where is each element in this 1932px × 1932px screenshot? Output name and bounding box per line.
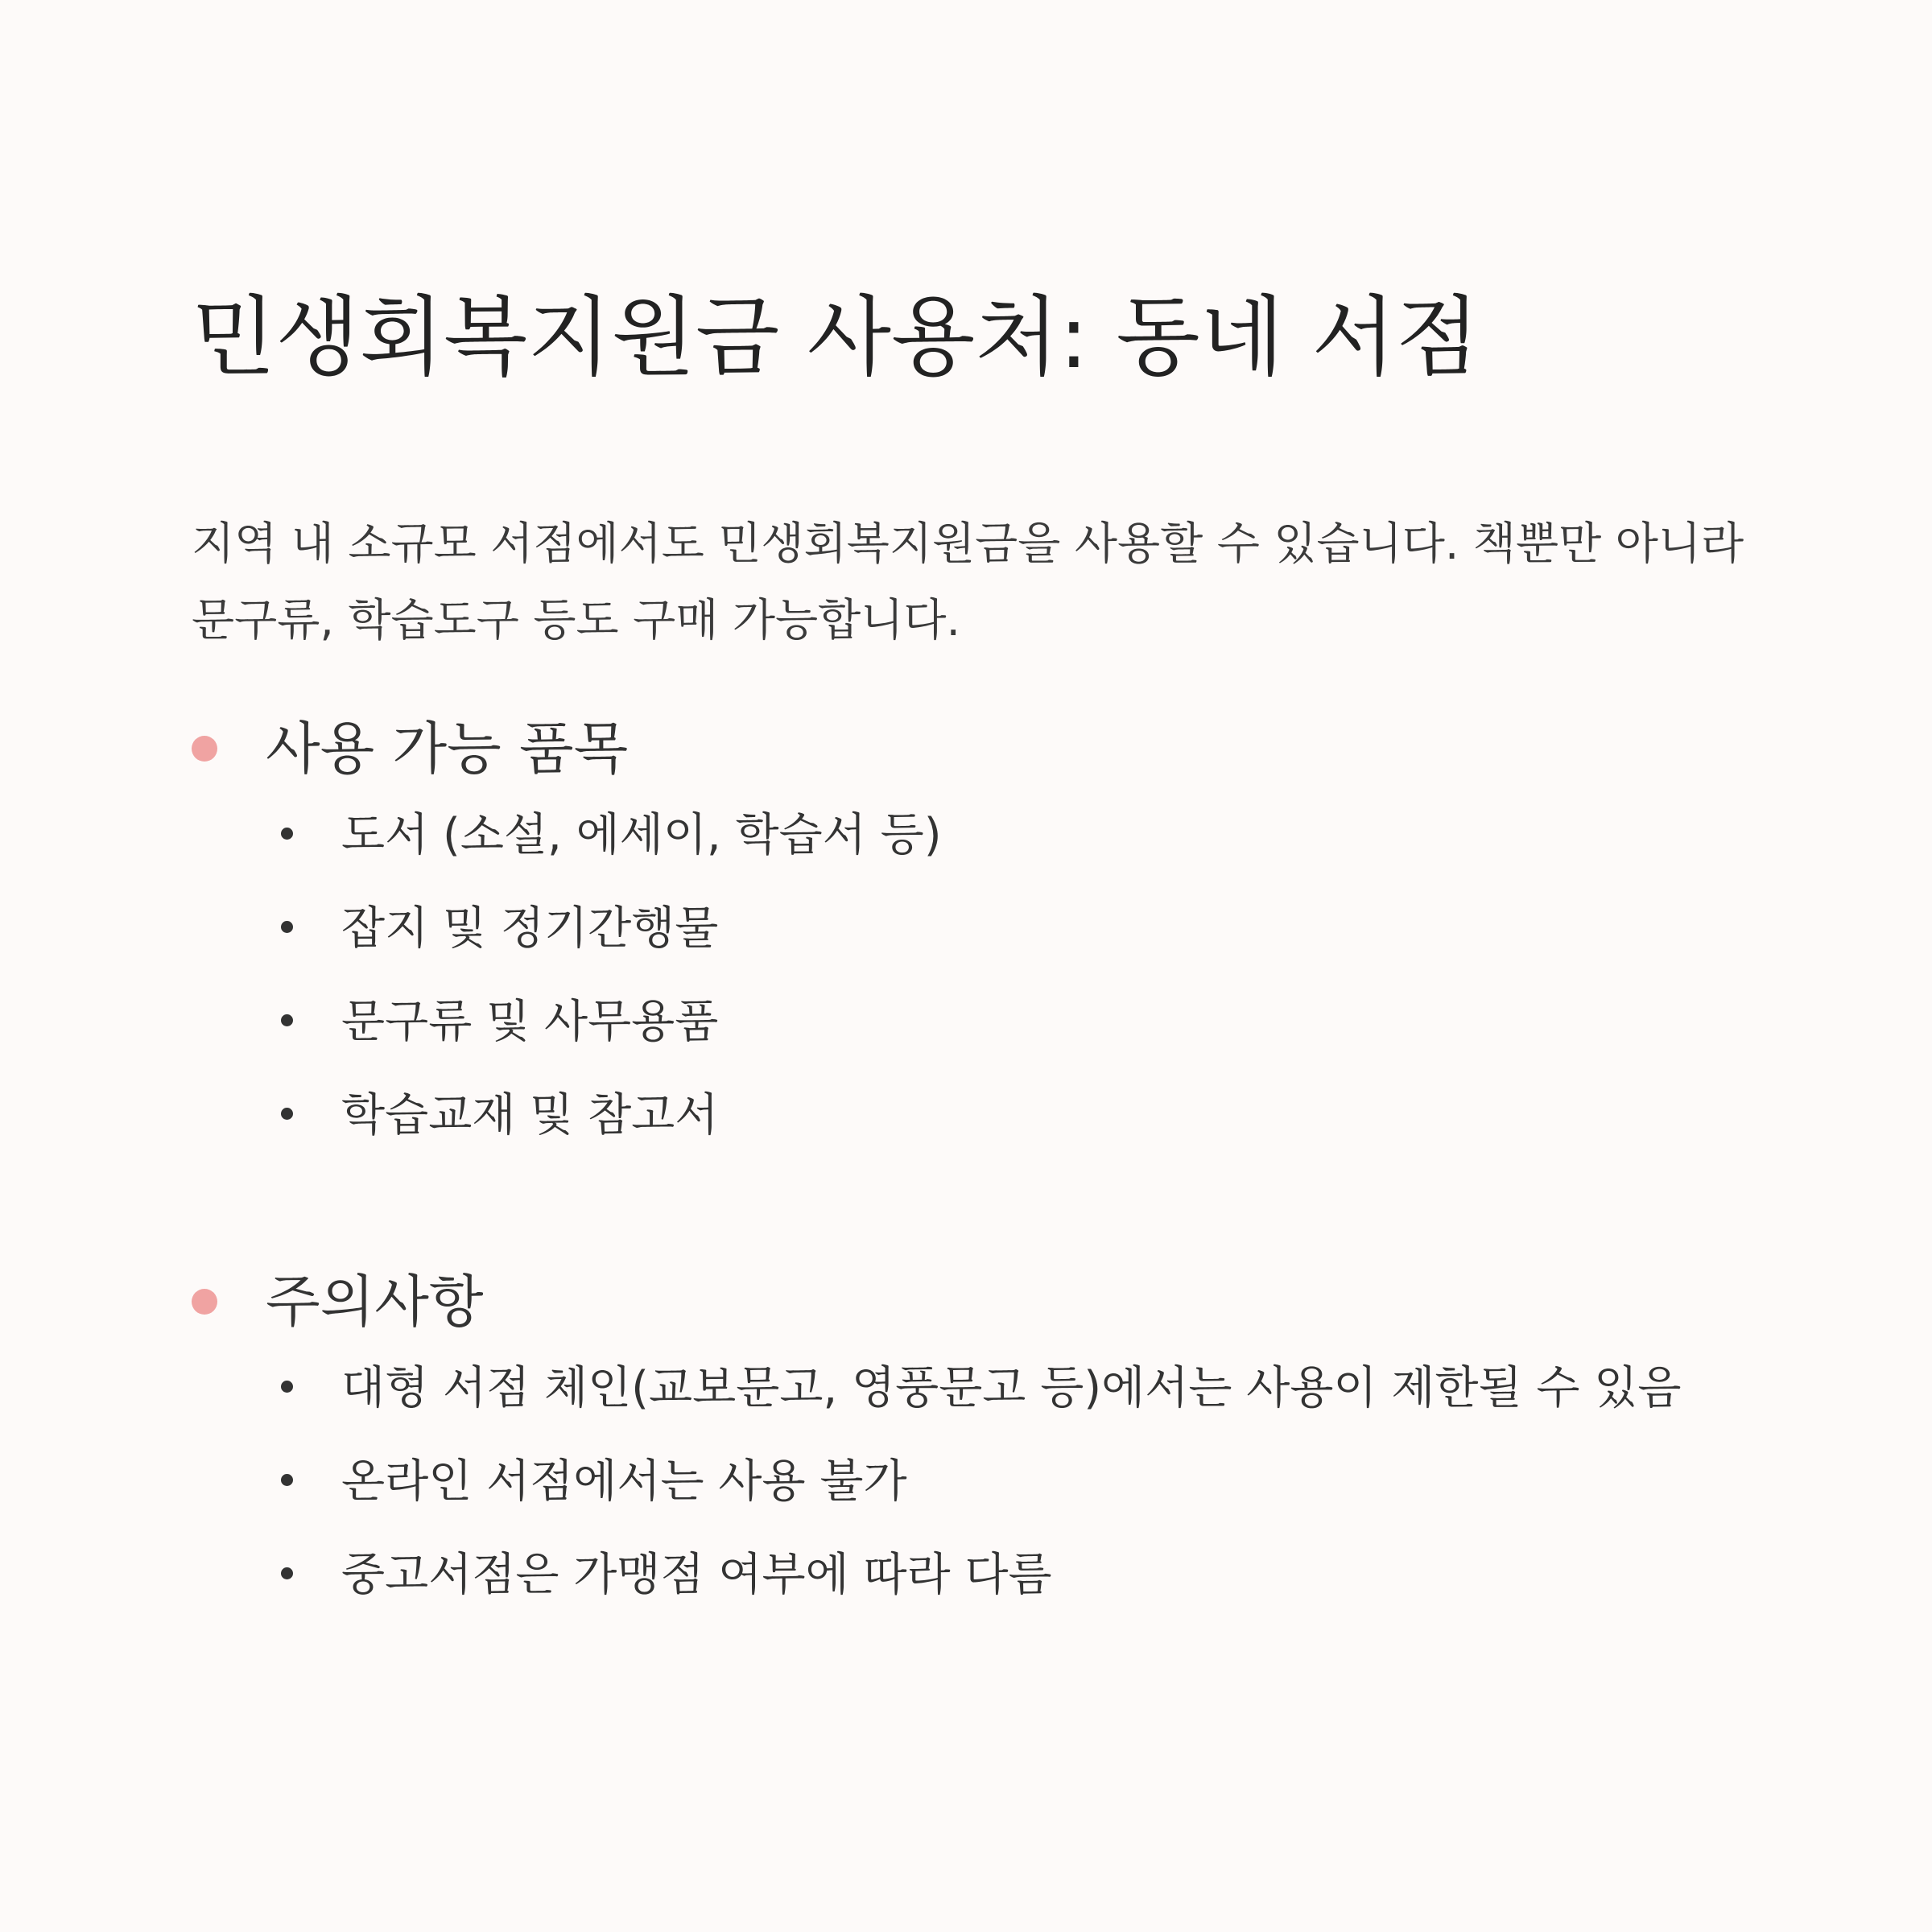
list-item-text: 중고서점은 가맹점 여부에 따라 다름 <box>341 1549 1052 1601</box>
list-item-text: 도서 (소설, 에세이, 학습서 등) <box>341 809 942 861</box>
list-item <box>192 1069 1753 1162</box>
accent-dot-icon <box>192 1289 217 1315</box>
section-heading-row <box>192 1261 1753 1342</box>
section-heading: 주의사항 <box>266 1269 484 1335</box>
available-items-list <box>192 789 1753 1162</box>
bullet-icon <box>281 921 293 933</box>
list-item <box>192 1435 1753 1529</box>
list-item-text: 잡지 및 정기간행물 <box>341 902 719 955</box>
list-item <box>192 882 1753 976</box>
list-item-text: 문구류 및 사무용품 <box>341 996 719 1048</box>
list-item <box>192 1342 1753 1435</box>
bullet-icon <box>281 1381 293 1393</box>
bullet-icon <box>281 1014 293 1026</box>
list-item-text: 대형 서점 체인(교보문고, 영풍문고 등)에서는 사용이 제한될 수 있음 <box>341 1362 1682 1414</box>
bullet-icon <box>281 1474 293 1486</box>
bullet-icon <box>281 1108 293 1120</box>
list-item-text: 학습교재 및 참고서 <box>341 1089 719 1141</box>
section-available-items <box>192 708 1753 1162</box>
accent-dot-icon <box>192 736 217 762</box>
list-item <box>192 976 1753 1069</box>
list-item-text: 온라인 서점에서는 사용 불가 <box>341 1455 907 1508</box>
list-item <box>192 789 1753 882</box>
bullet-icon <box>281 828 293 840</box>
bullet-icon <box>281 1567 293 1579</box>
section-cautions <box>192 1261 1753 1622</box>
intro-paragraph: 지역 내 소규모 서점에서도 민생회복지원금을 사용할 수 있습니다. 책뿐만 아니라 문구류, 학습도구 등도 구매 가능합니다. <box>192 518 1744 646</box>
section-heading-row <box>192 708 1753 789</box>
list-item <box>192 1529 1753 1622</box>
cautions-list <box>192 1342 1753 1622</box>
page-title: 민생회복지원금 사용처: 동네 서점 <box>192 287 1480 388</box>
section-heading: 사용 가능 품목 <box>266 716 629 782</box>
